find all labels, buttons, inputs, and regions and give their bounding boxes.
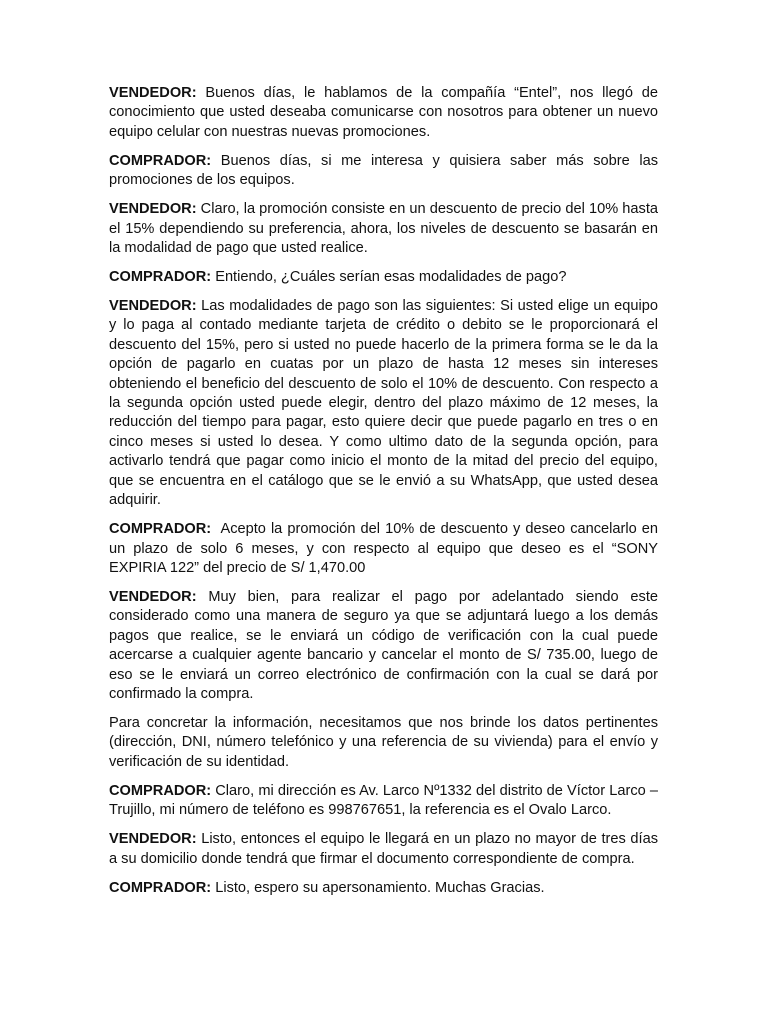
dialogue-paragraph: [109, 830, 658, 869]
dialogue-paragraph: [109, 200, 658, 258]
dialogue-text: Buenos días, le hablamos de la compañía “Entel”, nos llegó de conocimiento que usted deseaba comunicarse con nosotros para obtener un nuevo equipo celular con nuestras nuevas promociones.: [109, 85, 658, 140]
dialogue-text: Entiendo, ¿Cuáles serían esas modalidades de pago?: [211, 269, 567, 286]
dialogue-text: Las modalidades de pago son las siguientes: Si usted elige un equipo y lo paga al contado mediante tarjeta de crédito o debito se le proporcionará el descuento del 15%, pero si usted no puede hacerlo de la primera forma se le da la opción de pagarlo en cuatas por un plazo de hasta 12 meses sin intereses obteniendo el beneficio del descuento de solo el 10% de descuento. Con respecto a la segunda opción usted puede elegir, dentro del plazo máximo de 12 meses, la reducción del tiempo para pagar, esto quiere decir que puede pagarlo en tres o en cinco meses si usted lo desea. Y como ultimo dato de la segunda opción, para activarlo tendrá que pagar como inicio el monto de la mitad del precio del equipo, que se encuentra en el catálogo que se le envió a su WhatsApp, que usted desea adquirir.: [109, 298, 658, 509]
dialogue-text: Acepto la promoción del 10% de descuento y deseo cancelarlo en un plazo de solo 6 meses, y con respecto al equipo que deseo es el “SONY EXPIRIA 122” del precio de S/ 1,470.00: [109, 521, 663, 576]
speaker-label: VENDEDOR:: [109, 588, 197, 605]
speaker-label: VENDEDOR:: [109, 831, 197, 848]
speaker-label: COMPRADOR:: [109, 152, 212, 169]
dialogue-text: Buenos días, si me interesa y quisiera saber más sobre las promociones de los equipos.: [109, 152, 658, 189]
dialogue-paragraph: [109, 152, 658, 191]
dialogue-paragraph: [109, 714, 658, 772]
speaker-label: VENDEDOR:: [109, 201, 197, 218]
dialogue-paragraph: [109, 782, 658, 821]
speaker-label: COMPRADOR:: [109, 521, 212, 538]
dialogue-text: Listo, entonces el equipo le llegará en un plazo no mayor de tres días a su domicilio donde tendrá que firmar el documento correspondiente de compra.: [109, 831, 658, 867]
dialogue-text: Muy bien, para realizar el pago por adelantado siendo este considerado como una manera de seguro ya que se adjuntará luego a los demás pagos que realice, se le enviará un código de verificación con la cual puede acercarse a cualquier agente bancario y cancelar el monto de S/ 735.00, luego de eso se le enviará un correo electrónico de confirmación con la cual se dará por confirmado la compra.: [109, 588, 658, 702]
dialogue-body: [109, 84, 663, 908]
dialogue-text: Claro, mi dirección es Av. Larco Nº1332 del distrito de Víctor Larco – Trujillo, mi número de teléfono es 998767651, la referencia es el Ovalo Larco.: [109, 782, 658, 819]
dialogue-paragraph: [109, 588, 658, 704]
dialogue-paragraph: [109, 879, 658, 898]
dialogue-text: Para concretar la información, necesitamos que nos brinde los datos pertinentes (dirección, DNI, número telefónico y una referencia de su vivienda) para el envío y verificación de su identidad.: [109, 714, 658, 770]
dialogue-text: Claro, la promoción consiste en un descuento de precio del 10% hasta el 15% dependiendo su preferencia, ahora, los niveles de descuento se basarán en la modalidad de pago que usted realice.: [109, 201, 658, 257]
dialogue-text: Listo, espero su apersonamiento. Muchas Gracias.: [211, 879, 545, 896]
speaker-label: COMPRADOR:: [109, 879, 212, 896]
speaker-label: COMPRADOR:: [109, 269, 212, 286]
dialogue-paragraph: [109, 297, 658, 510]
dialogue-paragraph: [109, 520, 663, 578]
dialogue-paragraph: [109, 268, 658, 287]
dialogue-paragraph: [109, 84, 658, 142]
speaker-label: VENDEDOR:: [109, 85, 197, 101]
speaker-label: COMPRADOR:: [109, 782, 212, 799]
speaker-label: VENDEDOR:: [109, 298, 197, 315]
